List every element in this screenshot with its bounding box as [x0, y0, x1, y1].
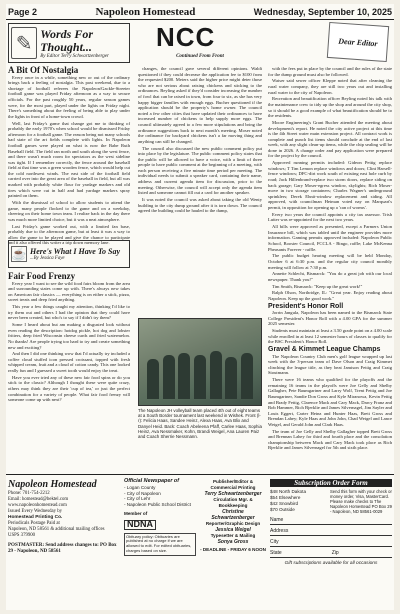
- paragraph: Last Friday's game worked out, with a limited fan base, probably due to the afternoon game, but at least it was a way to allow the game to be played and give the chance to participate and it also offered this writer a trip down memory lane.: [8, 223, 130, 246]
- column-byline: By Editor Terry Schwartzenberger: [40, 53, 109, 59]
- rate-option[interactable]: $70 Outside: [270, 507, 295, 512]
- volleyball-team-photo: [138, 318, 262, 406]
- ncc-continued-article: [268, 66, 392, 452]
- address-field[interactable]: [270, 528, 392, 536]
- official-item: - Logan County: [124, 484, 156, 490]
- paragraph: Well, last Friday's game that change got me to thinking of probably the early 1970's when school would be dismissed Friday afternoon for a football game. The reason being not many schools had state of the art fields complete with lights. In Napoleon football games were played on what is now the Babe Ruth Baseball field. The field ran north and south along the west fence, and there wasn't much room for spectators as the west sideline was tight. If I remember correctly, the fence around the baseball field at that time was a green wooden fence, which would help cut the cold northwest winds. The east side of the football field carried over into the great area of the baseball in field, but all was marked with probably white flour for yardage markers and old tires which were cut in half and had yardage markers spray painted on them.: [8, 120, 130, 199]
- city-label: City: [270, 539, 279, 545]
- subscription-title: Subscription Order Form: [270, 479, 392, 487]
- page-header: [6, 4, 394, 20]
- gift-note: Gift subscriptions available for all occasions: [284, 561, 378, 566]
- paragraph: Approved running permits included: Gideon Pettig replace windows; T Tim Lemon replace windows and doors; Clint Harsell-fence windows; DFC-dirt work south of existing east hole curb by road; Jack Hillenbrand-replace two storm doors, replace siding on back garage; Gary Moser-egress window, skylights; Rich Moser-move in two storage containers; Charles Wagner's underground sprinklers; Derek Ehnit-window replacement and siding. All approved, with councilman Heiman voted nay on Marquart's permit, in opposition for opening up a 'can of worms'.: [268, 160, 392, 210]
- staff-name: Jessica Weigel: [215, 527, 251, 533]
- obituary-policy: Obituary policy: Obituaries are published at no charge if we are allowed to edit. For edited obituaries, charges based on size.: [124, 533, 196, 556]
- staff-role: Typesetter & Mailing: [210, 533, 256, 538]
- photo-caption: The Napoleon JH volleyball team placed 4th out of eight teams at a South Border tournament last weekend in Wishek. Front (l-r): Felicia Haas, Sandee Heinz, Alexa Haas, Ava Blix and Danyel Heid. Back: Coach Abeleena Pfaff, Carlee Haas, Sophia Heinz, Ava Nessmaker, Kohn, Brandi Weigel, Ana Lauren Paiz and Coach Sherrie Nessmann.: [138, 408, 262, 440]
- member-label: Member of: [124, 510, 148, 516]
- article-heading: A Bit Of Nostalgia: [8, 65, 79, 75]
- column-byline: ...By Jessica Faye: [30, 256, 65, 261]
- state-zip-field[interactable]: [270, 550, 392, 558]
- rate-option[interactable]: $54 Elsewhere: [270, 495, 301, 500]
- column-title: Here's What I Have To Say: [30, 247, 121, 256]
- masthead-address: Napoleon, ND 58561 & additional mailing offices: [8, 527, 105, 532]
- staff-block: [200, 479, 266, 553]
- postmaster-notice: POSTMASTER: Send address changes to: PO Box 29 - Napoleon, ND 58561: [8, 543, 117, 554]
- masthead-address: Periodicals Postage Paid at: [8, 521, 60, 526]
- column-title: Words For Thought...: [40, 26, 94, 54]
- paragraph: Every two years the council appoints a city tax assessor. Trish Lutter was re-appointed for the next two years.: [268, 211, 392, 223]
- staff-name: Terry Schwartzenberger: [204, 491, 262, 497]
- subscription-form: [270, 479, 392, 567]
- paragraph: Have you ever tried any of these new fair food spins or do you stick to the classic? Although I thought these were quite crazy, others may think they are their 'cup of tea,' or just the perfect combination for a variety of people. What fair food frenzy will someone come up with next?: [8, 374, 130, 403]
- paragraph: with the fees put in place by the council and the rules of the state for the dump ground must also be followed.: [268, 66, 392, 77]
- pen-icon: ✎: [11, 27, 37, 59]
- dear-editor-stamp: [327, 22, 389, 62]
- paragraph: It was noted the council was asked about taking the old Wenty building to the city dump ground after it is torn down. The council agreed the building could be hauled to the dump,: [138, 197, 262, 214]
- words-for-thought-banner: [8, 23, 130, 63]
- paragraph: The team of Joe Gelly and Shelby Gallagher topped Brett Gross and Brennan Lahey for third and fourth place and the consolation championship between Mack and Cary Mack took place as Rich Bjerklie and James Silvernagel for 5th and sixth place.: [268, 428, 392, 451]
- coffee-cup-icon: ☕: [11, 246, 27, 261]
- official-item: - Napoleon Public School District: [124, 502, 191, 508]
- ncc-headline: NCC: [156, 22, 216, 52]
- masthead-phone: Phone: 701-754-2212: [8, 491, 50, 496]
- official-item: - City of Lehr: [124, 496, 151, 502]
- article-heading: Fair Food Frenzy: [8, 271, 76, 281]
- subscription-note: Send this form with your check or money order, Visa, MasterCard. Please make checks to The Napoleon Homestead PO Box 29 - Napoleon, ND 58561-0029: [330, 489, 392, 514]
- paragraph: Waiser said sewer officer Kleppe noted that after cleaning the rural water company, they are still two years out and installing rural water to the city of Napoleon.: [268, 78, 392, 95]
- letter-paragraph: Annette Schlecht, Bismarck: "You do a great job with our local newspaper. Thank you!": [268, 271, 392, 282]
- paragraph: With the dismissal of school to allow students to attend the game, many people flocked to the game and on a weekday, cheering on their home town team. I realize back in the day there was much more limited choice, but it was a neat atmosphere.: [8, 200, 130, 222]
- nostalgia-article: [8, 66, 130, 247]
- address-label: Address: [270, 528, 289, 534]
- masthead-usps: USPS 379900: [8, 533, 36, 538]
- masthead-web[interactable]: www.napoleonhomestead.com: [8, 503, 67, 508]
- city-field[interactable]: [270, 539, 392, 547]
- paragraph: And then I did one thinking wow that I'd actually try included a coffee cloud stuffed icon pressed croissant, topped with fresh whipped cream, fruit and a cloud of cotton candy. This one looked really fun and I guessed a sweet tooth would enjoy the treat.: [8, 351, 130, 374]
- paragraph: There were 16 teams who qualified for the playoffs and the remaining 16 teams in the playoffs were Joe Gelly and Shelby Gallagher, Pete Baumgartner and Larry Wolf, Trent Fettig and Joe Baumgartner, Sandie Don Gross and Kyle Miranowa, Kevin Fettig and Brady Fettig, Clarence Mack and Cary Mack, Darcy Franz and Bob Hammer, Rich Bjerklie and James Silvernagel, Jim Sayler and Louis Eggert, Carter Heinz and Hunter Haas, Brett Gross and Brendan Lahey; Kyle Haas and John John, Chad Weigel and Lance Weigel, and Gerald John and Clark Haas.: [268, 377, 392, 427]
- paragraph: All bills were approved as presented, except a Farmers Union Insurance bill, which was tabled until the engineer provides more information. Gaming permits approved included: Napoleon Public School, Booster Council, FCCLA - Bingo, raffle; Lake McKenna Pheasants Forever - raffle.: [268, 224, 392, 252]
- masthead-paper-name: Napoleon Homestead: [8, 479, 97, 490]
- staff-name: Christine Schwartzenberger: [211, 509, 255, 521]
- paragraph: Jorrin Jangula, Napoleon has been named to the Bismarck State College President's Honor Roll with a 4.00 GPA for the summer 2025 semester.: [268, 310, 392, 327]
- deadline-notice: - DEADLINE - FRIDAY 6 NOON: [200, 547, 266, 552]
- publisher-company: Homestead Printing Co.: [8, 515, 63, 520]
- paragraph: This year a few things caught my attention, thinking I'd like to try them out and others I had the opinion that they could have never been created, but who's to say if I didn't try them?: [8, 304, 130, 321]
- official-heading: Official Newspaper of: [124, 478, 180, 484]
- name-field[interactable]: [270, 517, 392, 525]
- ndna-logo: NDNA: [124, 520, 156, 530]
- paragraph: The public budget hearing meeting will be held Monday, October 6 at 6:30 p.m. and the regular city council monthly meeting will follow at 7:30 p.m.: [268, 253, 392, 270]
- ncc-article: [138, 66, 262, 215]
- paragraph: changes, the council gave several different opinions. Waldi questioned if they could decrease the application fee to $100 from the requested $200. Meiers said the higher price might deter those who are not serious about raising chickens and sticking to the ordinances. Beyling asked if they'd consider increasing the number of fowl that can be raised in town, from four to six, as she has very happy bigger families with enough eggs. Bucher questioned if the application should be the property's home owner. The council noted a few other cities that have updated their ordinances to have increased number of chickens to help supply more eggs. The council ultimately agreed to a few more stipulations and bring the ordinance suggestions back to next month's meeting. Moser noted the ordinance for backyard chickens isn't a far moving thing and anything can still be changed.: [138, 66, 262, 144]
- honor-roll-heading: President's Honor Roll: [268, 302, 344, 310]
- letter-paragraph: Tim Smith, Bismarck: "Keep up the great work!": [272, 283, 363, 289]
- paragraph: Every once in a while, something new or out of the ordinary brings back a feeling of nostalgia. This past weekend, due to a shortage of football referees the Napoleon/Gackle-Streeter football game was played Friday afternoon as a way to secure officials. For the past roughly 50 years, regular season games were, for the most part, played under the lights on Friday night. There's something about the feeling of being able to play under the lights in front of a home-town crowd.: [8, 74, 130, 119]
- have-to-say-banner: [8, 240, 130, 268]
- state-label: State: [270, 550, 282, 556]
- paragraph: The council also discussed the new public comment policy put into place by the legislature. The public comment policy states that the public will be allowed to have a voice, with a limit of three people to have public comment at the beginning of a meeting, with each person receiving a five minute time period per meeting. The individual needs to submit a speaker card, containing their name, address and current agenda item for discussion, prior to the meeting. Otherwise, the council will accept only the agenda item listed and someone cannot fill out a card for another speaker.: [138, 145, 262, 196]
- paragraph: Students must maintain at least a 3.50 grade point on a 4.00 scale while enrolled in at least 12 semester hours of classes to qualify for the BSC President's Honor Roll.: [268, 328, 392, 345]
- masthead-footer: [6, 474, 394, 610]
- rate-option[interactable]: $48 North Dakota: [270, 489, 307, 494]
- masthead-tagline: Issued Every Wednesday by: [8, 509, 63, 514]
- paragraph: Recreation and beautification officer Beyling noted his talk with the maintenance crew to tidy up the shop and around the city shop, so it should be a good example of what beautification should be to the residents.: [268, 96, 392, 119]
- staff-role: Reporter/Graphic Design: [205, 521, 261, 526]
- gravel-kimmet-heading: Gravel & Kimmet League Champs: [268, 345, 381, 353]
- paragraph: Every year I want to see the wild food fairs bloom from the area and surrounding states come up with. There's always new takes on American fair classics — everything is on either a stick, pizza, sweet treats and deep fried anything.: [8, 280, 130, 303]
- paragraph: Moore Engineering's Grant Bucher attended the meeting about development's report. He noted the city active project at this time is the 4th Street water main extension project. All contract work is complete and punch list items should conclude at the end of last week, with any slight clean-up items, while the chip sealing will be done in 2026. A change order and pay application were prepared for the project by the council.: [268, 119, 392, 159]
- staff-name: Sonya Gross: [217, 539, 249, 545]
- rate-option[interactable]: $42 Snowbird: [270, 501, 299, 506]
- official-newspaper-block: [124, 479, 196, 556]
- issue-date: Wednesday, September 10, 2025: [253, 6, 392, 17]
- zip-label: Zip: [331, 550, 339, 556]
- fair-food-article: [8, 272, 130, 404]
- letter-paragraph: Ralph Olson, Northridge, IL: "Great year. Enjoy reading about Napoleon. Keep up the good work.": [268, 290, 392, 302]
- page-number: Page 2: [8, 6, 38, 17]
- masthead-block: [8, 479, 120, 555]
- name-label: Name: [270, 517, 284, 523]
- paper-name: Napoleon Homestead: [95, 5, 196, 18]
- staff-role: Circulation Mgr. & Bookkeeping: [213, 497, 253, 508]
- official-item: - City of Napoleon: [124, 490, 161, 496]
- staff-role: Publisher/Editor & Commercial Printing: [210, 479, 256, 490]
- paragraph: Some I heard about but am making a disgusted look without even reading the description: hotdog pickle, hot dog and lobster fritters, deep fried Wisconsin cheese curds and fried watermelon. No thanks! Are people trying too hard to try and create something new and exciting?: [8, 322, 130, 350]
- masthead-email: Email: homestead@bektel.com: [8, 497, 69, 502]
- continued-label: Continued From Front: [176, 54, 224, 59]
- paragraph: The Napoleon Country Club men's golf league wrapped up last week with the 3-person team of Dave Olson and Craig Kimmet clinching the league title, as they beat Jamison Fettig and Craig Stoutmann.: [268, 353, 392, 376]
- dear-editor-title: Dear Editor: [338, 36, 378, 48]
- newspaper-page: [6, 4, 394, 610]
